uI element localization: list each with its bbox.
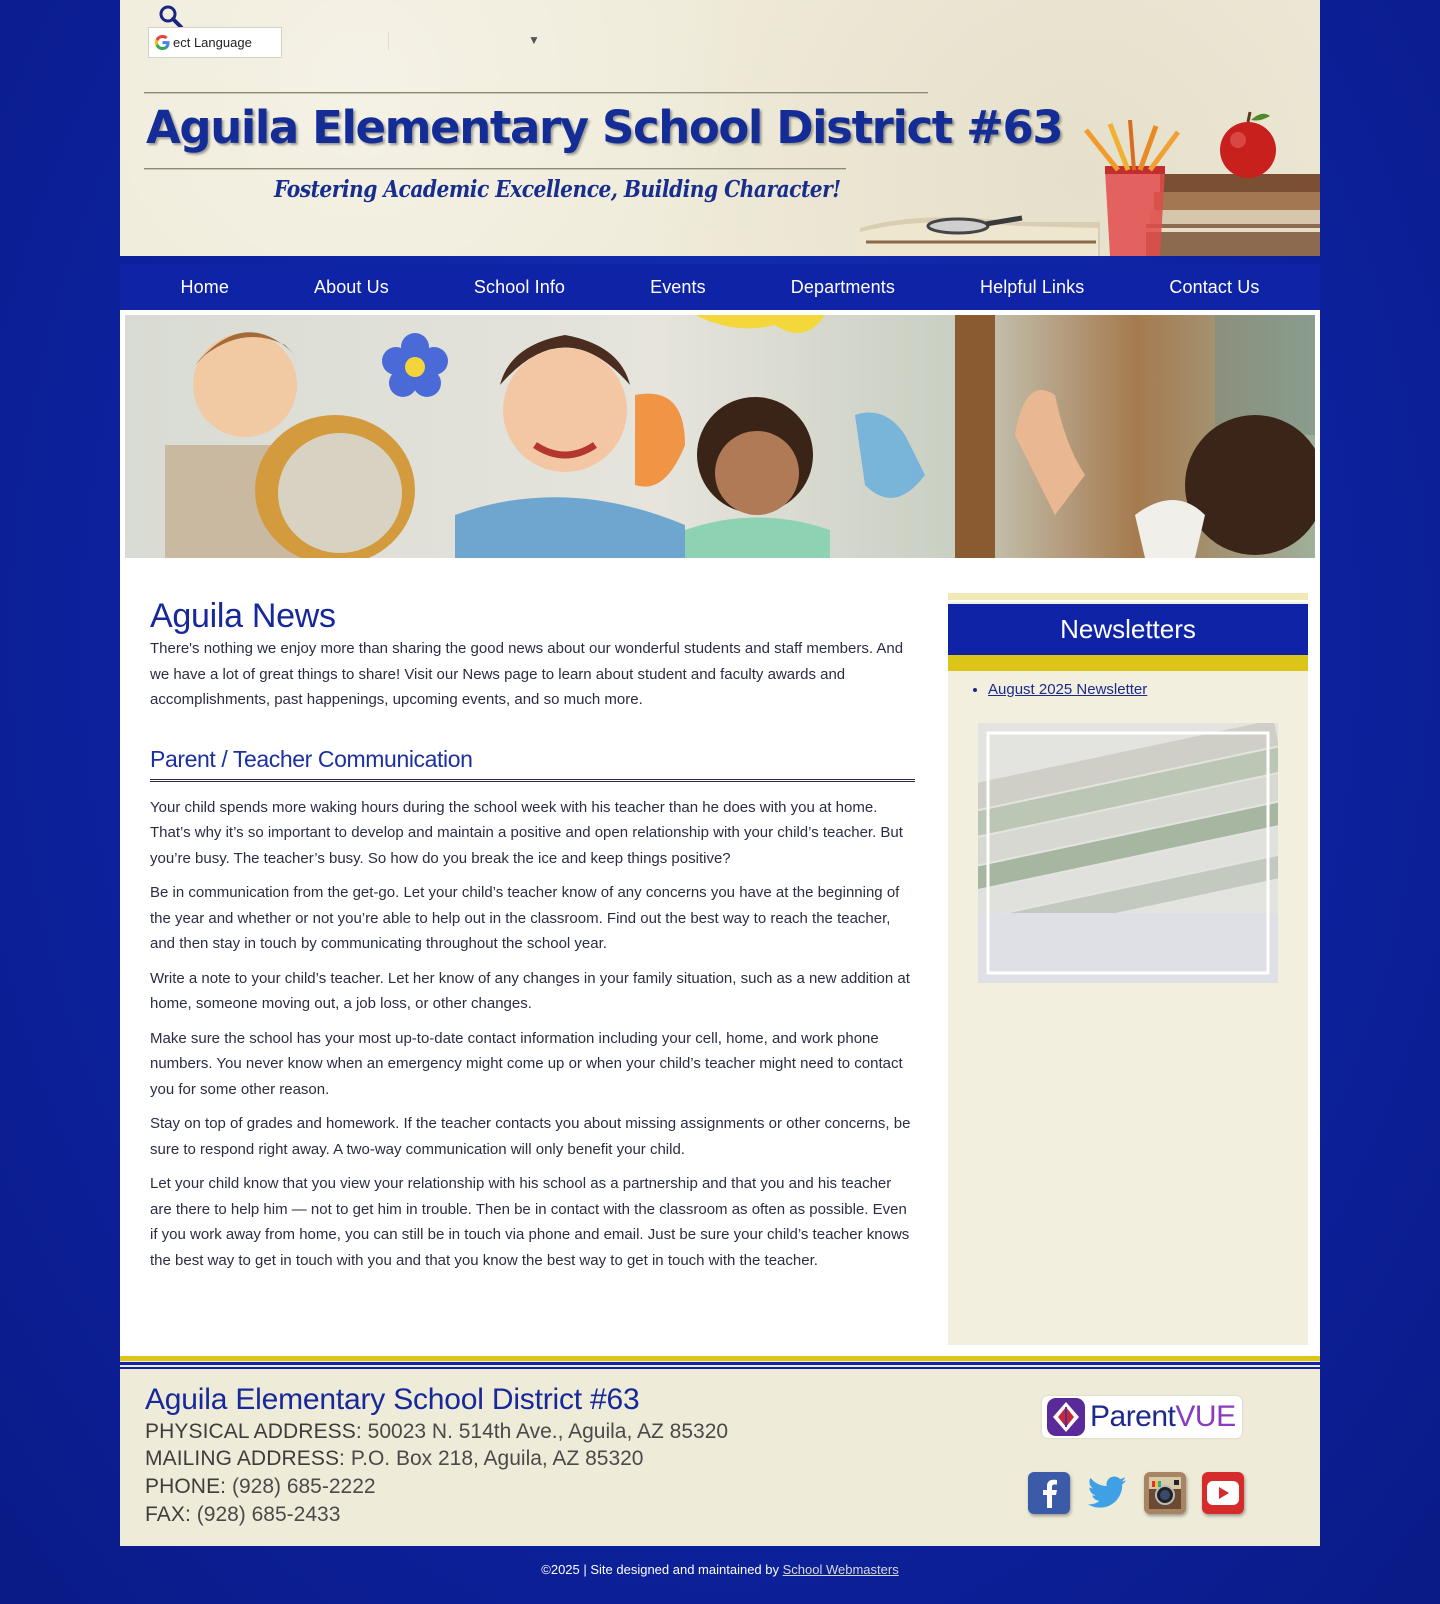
physical-address [145,1420,728,1444]
twitter-icon[interactable] [1086,1472,1128,1514]
parentvue-wordmark [1090,1400,1236,1434]
title-rule-bottom [144,168,846,170]
sidebar-heading: Newsletters [948,604,1308,655]
nav-school-info[interactable]: School Info [473,276,566,297]
article-paragraph: Your child spends more waking hours during the school week with his teacher than he does with you at home. That’s why it’s so important to develop and maintain a positive and open relationship with your child’s teacher. But you’re busy. The teacher’s busy. So how do you break the ice and keep things positive? [150,798,903,867]
phone-value: (928) 685-2222 [231,1475,376,1498]
phone-number [145,1475,376,1499]
physical-address-value: 50023 N. 514th Ave., Aguila, AZ 85320 [367,1420,729,1443]
nav-events[interactable]: Events [650,276,706,297]
hero-banner-image [125,315,1315,558]
page [120,0,1320,1546]
parentvue-link[interactable] [1042,1396,1242,1438]
newsletter-link[interactable]: August 2025 Newsletter [988,681,1148,698]
parentvue-wordmark-a: Parent [1090,1400,1176,1433]
nav-helpful-links[interactable]: Helpful Links [979,276,1085,297]
article-paragraph: Be in communication from the get-go. Let your child’s teacher know of any concerns you have at the beginning of the year and whether or not you’re able to help out in the classroom. Find out the best way to reach the teacher, and then stay in touch by communicating throughout the school year. [150,884,900,952]
fax-value: (928) 685-2433 [196,1503,341,1526]
news-content [150,596,915,1282]
article-paragraph: Stay on top of grades and homework. If the teacher contacts you about missing assignments or other concerns, be sure to respond right away. A two-way communication will only benefit your child. [150,1115,911,1158]
fax-number [145,1503,340,1527]
instagram-icon[interactable] [1144,1472,1186,1514]
mailing-address-value: P.O. Box 218, Aguila, AZ 85320 [350,1447,644,1470]
facebook-icon[interactable] [1028,1472,1070,1514]
phone-label: PHONE: [145,1475,227,1498]
google-icon [154,34,171,51]
social-links [1028,1472,1244,1514]
parentvue-wordmark-b: VUE [1175,1400,1236,1433]
physical-address-label: PHYSICAL ADDRESS: [145,1420,362,1443]
nav-departments[interactable]: Departments [790,276,895,297]
newspapers-image [978,723,1278,983]
article-paragraph: Make sure the school has your most up-to-date contact information including your cell, home, and work phone numbers. You never know when an emergency might come up or when your child’s teacher might need to contact you for some other reason. [150,1029,903,1098]
newsletters-sidebar [948,593,1308,1345]
sidebar-top-bar [948,593,1308,602]
parentvue-logo-icon [1046,1397,1086,1437]
article-paragraph: Write a note to your child’s teacher. Let her know of any changes in your family situation, such as a new addition at home, someone moving out, a job loss, or other changes. [150,969,910,1012]
site-title: Aguila Elementary School District #63 [146,101,1063,154]
page-heading: Aguila News [150,597,336,635]
sidebar-accent-bar [948,655,1308,671]
dropdown-arrow-icon[interactable]: ▼ [528,33,540,47]
footer-divider [120,1356,1320,1372]
article-paragraph: Let your child know that you view your relationship with his school as a partnership and that you and his teacher are there to help him — not to get him in trouble. Then be in contact with the classroom as often as possible. Even if you work away from home, you can still be in touch via phone and email. Just be sure your child’s teacher knows the best way to get in touch with you and that you know the best way to get in touch with the teacher. [150,1175,910,1269]
language-select[interactable] [148,27,282,58]
main-content-area [120,310,1320,1356]
language-separator [388,32,389,50]
youtube-icon[interactable] [1202,1472,1244,1514]
copyright-line [0,1562,1440,1577]
site-footer [120,1356,1320,1546]
nav-contact-us[interactable]: Contact Us [1169,276,1260,297]
nav-about-us[interactable]: About Us [313,276,389,297]
list-item [988,681,1147,698]
title-rule-top [144,92,928,94]
newsletter-list [988,681,1147,698]
fax-label: FAX: [145,1503,191,1526]
intro-paragraph: There's nothing we enjoy more than sharing the good news about our wonderful students and staff members. And we have a lot of great things to share! Visit our News page to learn about student and faculty awards and accomplishments, past happenings, upcoming events, and so much more. [150,640,904,708]
mailing-address [145,1447,644,1471]
main-navigation [120,264,1320,310]
desk-illustration [860,110,1320,256]
site-tagline: Fostering Academic Excellence, Building Character! [274,176,841,203]
nav-home[interactable]: Home [180,276,229,297]
section-subheading: Parent / Teacher Communication [150,746,915,782]
mailing-address-label: MAILING ADDRESS: [145,1447,345,1470]
site-header [120,0,1320,256]
footer-title: Aguila Elementary School District #63 [145,1383,640,1416]
language-select-label: ect Language [173,35,252,50]
webmasters-link[interactable]: School Webmasters [782,1562,899,1577]
copyright-text: ©2025 | Site designed and maintained by [541,1562,783,1577]
